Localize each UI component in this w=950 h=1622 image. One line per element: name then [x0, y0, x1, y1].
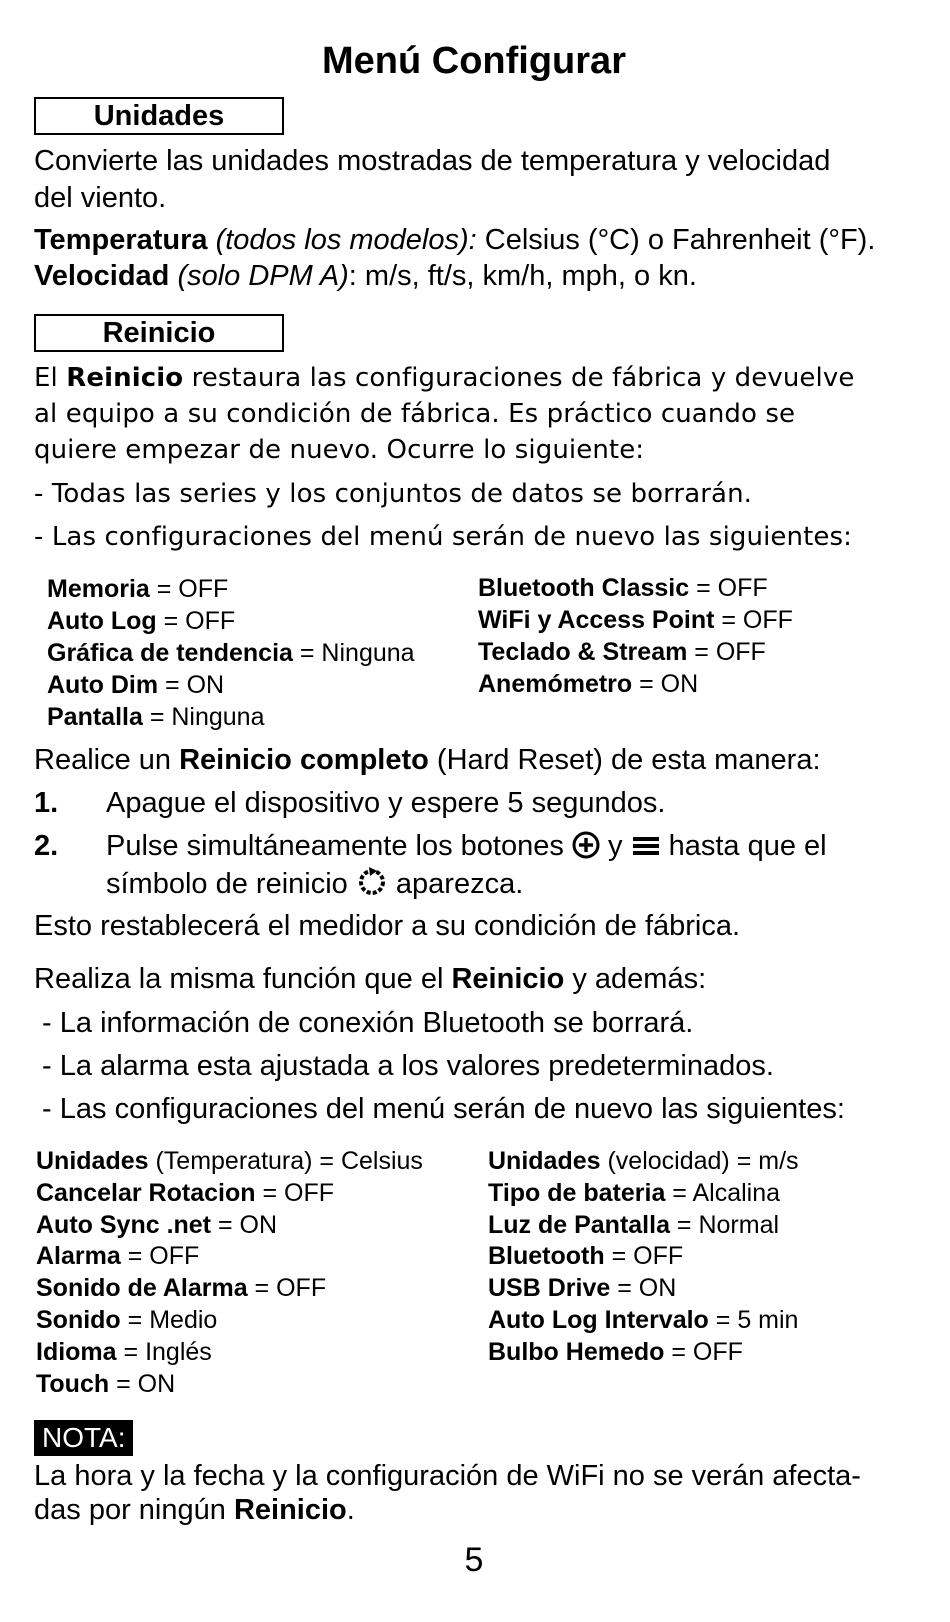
reinicio-line1-pre: El — [34, 363, 67, 393]
setting-value: = 5 min — [708, 1306, 799, 1334]
plus-circle-icon — [572, 831, 600, 869]
reinicio-setting-left-4 — [47, 701, 265, 733]
setting-value: = Alcalina — [665, 1179, 781, 1207]
hard-reset-setting-left-2 — [36, 1209, 277, 1241]
same-post: y además: — [564, 963, 707, 995]
setting-value: = Ninguna — [142, 703, 265, 731]
vel-values: : m/s, ft/s, km/h, mph, o kn. — [348, 260, 697, 292]
setting-value: = OFF — [689, 574, 768, 602]
hard-reset-setting-right-3 — [488, 1240, 683, 1272]
setting-name: Auto Log — [47, 607, 157, 635]
hard-reset-setting-left-6 — [36, 1336, 212, 1368]
step-text-line2 — [106, 865, 523, 907]
temp-label: Temperatura — [34, 224, 208, 256]
step-text-a: Pulse simultáneamente los botones — [106, 830, 572, 862]
hard-reset-setting-left-7 — [36, 1368, 175, 1400]
reinicio-line1-bold: Reinicio — [66, 363, 184, 393]
setting-name: Unidades — [36, 1147, 149, 1175]
setting-name: Cancelar Rotacion — [36, 1179, 256, 1207]
same-pre: Realiza la misma función que el — [34, 963, 452, 995]
vel-label: Velocidad — [34, 260, 170, 292]
hard-reset-setting-left-5 — [36, 1304, 217, 1336]
setting-value: = Medio — [120, 1306, 218, 1334]
setting-name: Auto Log Intervalo — [488, 1306, 709, 1334]
setting-value: = Ninguna — [292, 639, 415, 667]
setting-name: Sonido de Alarma — [36, 1274, 248, 1302]
setting-value: = OFF — [156, 607, 236, 635]
same-function-line — [34, 961, 914, 998]
hard-reset-setting-left-1 — [36, 1177, 334, 1209]
setting-value: = ON — [109, 1370, 176, 1398]
reinicio-line3: quiere empezar de nuevo. Ocurre lo siguiente: — [34, 435, 645, 465]
step-text: Apague el dispositivo y espere 5 segundos. — [106, 787, 666, 819]
setting-name: Unidades — [488, 1147, 601, 1175]
setting-value: = OFF — [247, 1274, 327, 1302]
hard-reset-setting-right-5 — [488, 1304, 798, 1336]
hard-reset-bullet3: - Las configuraciones del menú serán de nuevo las siguientes: — [34, 1093, 845, 1125]
hard-reset-setting-right-0 — [488, 1145, 799, 1177]
setting-value: = OFF — [255, 1179, 334, 1207]
reinicio-setting-right-2 — [478, 636, 766, 668]
unidades-desc-line2: del viento. — [34, 182, 167, 214]
intro-pre: Realice un — [34, 744, 180, 776]
setting-value: = ON — [211, 1211, 278, 1239]
setting-name: Auto Dim — [47, 671, 159, 699]
same-bold: Reinicio — [451, 963, 565, 995]
setting-name: Bulbo Hemedo — [488, 1338, 665, 1366]
setting-name: Sonido — [36, 1306, 121, 1334]
hard-reset-intro — [34, 742, 914, 779]
reinicio-bullet1: - Todas las series y los conjuntos de datos se borrarán. — [34, 479, 753, 509]
hard-reset-bullet2: - La alarma esta ajustada a los valores predeterminados. — [34, 1050, 774, 1082]
hard-reset-bullet1: - La información de conexión Bluetooth se borrará. — [34, 1007, 694, 1039]
step-number: 2. — [34, 830, 59, 862]
nota-line2-post: . — [346, 1494, 355, 1526]
step-text-b: y — [599, 830, 631, 862]
hard-reset-setting-left-3 — [36, 1240, 199, 1272]
intro-bold: Reinicio completo — [179, 744, 429, 776]
hard-reset-setting-right-1 — [488, 1177, 780, 1209]
reinicio-line1 — [34, 360, 914, 397]
setting-name: Auto Sync .net — [36, 1211, 212, 1239]
page-number: 5 — [464, 1541, 484, 1579]
reinicio-bullet2: - Las configuraciones del menú serán de nuevo las siguientes: — [34, 522, 852, 552]
temp-values: Celsius (°C) o Fahrenheit (°F). — [476, 224, 876, 256]
section-heading-unidades: Unidades — [34, 97, 284, 135]
setting-name: USB Drive — [488, 1274, 611, 1302]
setting-value: = OFF — [664, 1338, 743, 1366]
reinicio-setting-right-1 — [478, 604, 793, 636]
step-text-line1 — [106, 828, 827, 869]
setting-value: (Temperatura) = Celsius — [148, 1147, 423, 1175]
reinicio-line1-post: restaura las configuraciones de fábrica y devuelve — [183, 363, 855, 393]
reinicio-setting-right-0 — [478, 572, 768, 604]
step-text-c: hasta que el — [660, 830, 827, 862]
step-text-e: aparezca. — [387, 868, 524, 900]
setting-name: Memoria — [47, 575, 150, 603]
unidades-desc-line1: Convierte las unidades mostradas de temperatura y velocidad — [34, 145, 831, 177]
nota-line2 — [34, 1492, 914, 1529]
nota-line2-bold: Reinicio — [233, 1494, 347, 1526]
menu-lines-icon — [631, 832, 661, 869]
step-number: 1. — [34, 787, 59, 819]
reinicio-setting-left-3 — [47, 669, 224, 701]
setting-value: = OFF — [604, 1242, 684, 1270]
reset-circle-icon — [356, 865, 388, 907]
setting-name: Teclado & Stream — [478, 638, 688, 666]
setting-value: = ON — [610, 1274, 677, 1302]
setting-name: Luz de Pantalla — [488, 1211, 670, 1239]
setting-value: = OFF — [120, 1242, 200, 1270]
intro-post: (Hard Reset) de esta manera: — [428, 744, 821, 776]
setting-name: Gráfica de tendencia — [47, 639, 293, 667]
setting-name: Tipo de bateria — [488, 1179, 666, 1207]
unidades-temperature-line — [34, 222, 914, 259]
vel-qualifier: (solo DPM A) — [177, 260, 349, 292]
setting-value: = Normal — [669, 1211, 780, 1239]
reinicio-line2: al equipo a su condición de fábrica. Es práctico cuando se — [34, 399, 796, 429]
hard-reset-setting-left-0 — [36, 1145, 423, 1177]
setting-name: Alarma — [36, 1242, 121, 1270]
nota-line1: La hora y la fecha y la configuración de WiFi no se verán afecta- — [34, 1460, 861, 1492]
section-heading-reinicio: Reinicio — [34, 314, 284, 352]
page-title: Menú Configurar — [322, 40, 626, 82]
hard-reset-after: Esto restablecerá el medidor a su condición de fábrica. — [34, 910, 741, 942]
setting-name: Anemómetro — [478, 670, 633, 698]
reinicio-setting-left-1 — [47, 605, 235, 637]
nota-label: NOTA: — [34, 1420, 133, 1456]
hard-reset-setting-left-4 — [36, 1272, 326, 1304]
setting-name: Idioma — [36, 1338, 117, 1366]
reinicio-setting-left-0 — [47, 573, 228, 605]
temp-qualifier: (todos los modelos): — [215, 224, 477, 256]
step-text-d: símbolo de reinicio — [106, 868, 356, 900]
setting-value: = ON — [158, 671, 225, 699]
setting-name: Bluetooth — [488, 1242, 605, 1270]
reinicio-setting-left-2 — [47, 637, 415, 669]
setting-name: WiFi y Access Point — [478, 606, 715, 634]
nota-line2-pre: das por ningún — [34, 1494, 234, 1526]
setting-value: = OFF — [149, 575, 229, 603]
hard-reset-setting-right-2 — [488, 1209, 779, 1241]
setting-value: (velocidad) = m/s — [600, 1147, 799, 1175]
setting-value: = OFF — [687, 638, 766, 666]
setting-name: Bluetooth Classic — [478, 574, 690, 602]
setting-name: Pantalla — [47, 703, 143, 731]
setting-value: = Inglés — [116, 1338, 212, 1366]
unidades-velocity-line — [34, 258, 914, 295]
hard-reset-setting-right-6 — [488, 1336, 743, 1368]
setting-value: = OFF — [714, 606, 793, 634]
setting-name: Touch — [36, 1370, 110, 1398]
reinicio-setting-right-3 — [478, 668, 698, 700]
hard-reset-setting-right-4 — [488, 1272, 676, 1304]
setting-value: = ON — [632, 670, 699, 698]
